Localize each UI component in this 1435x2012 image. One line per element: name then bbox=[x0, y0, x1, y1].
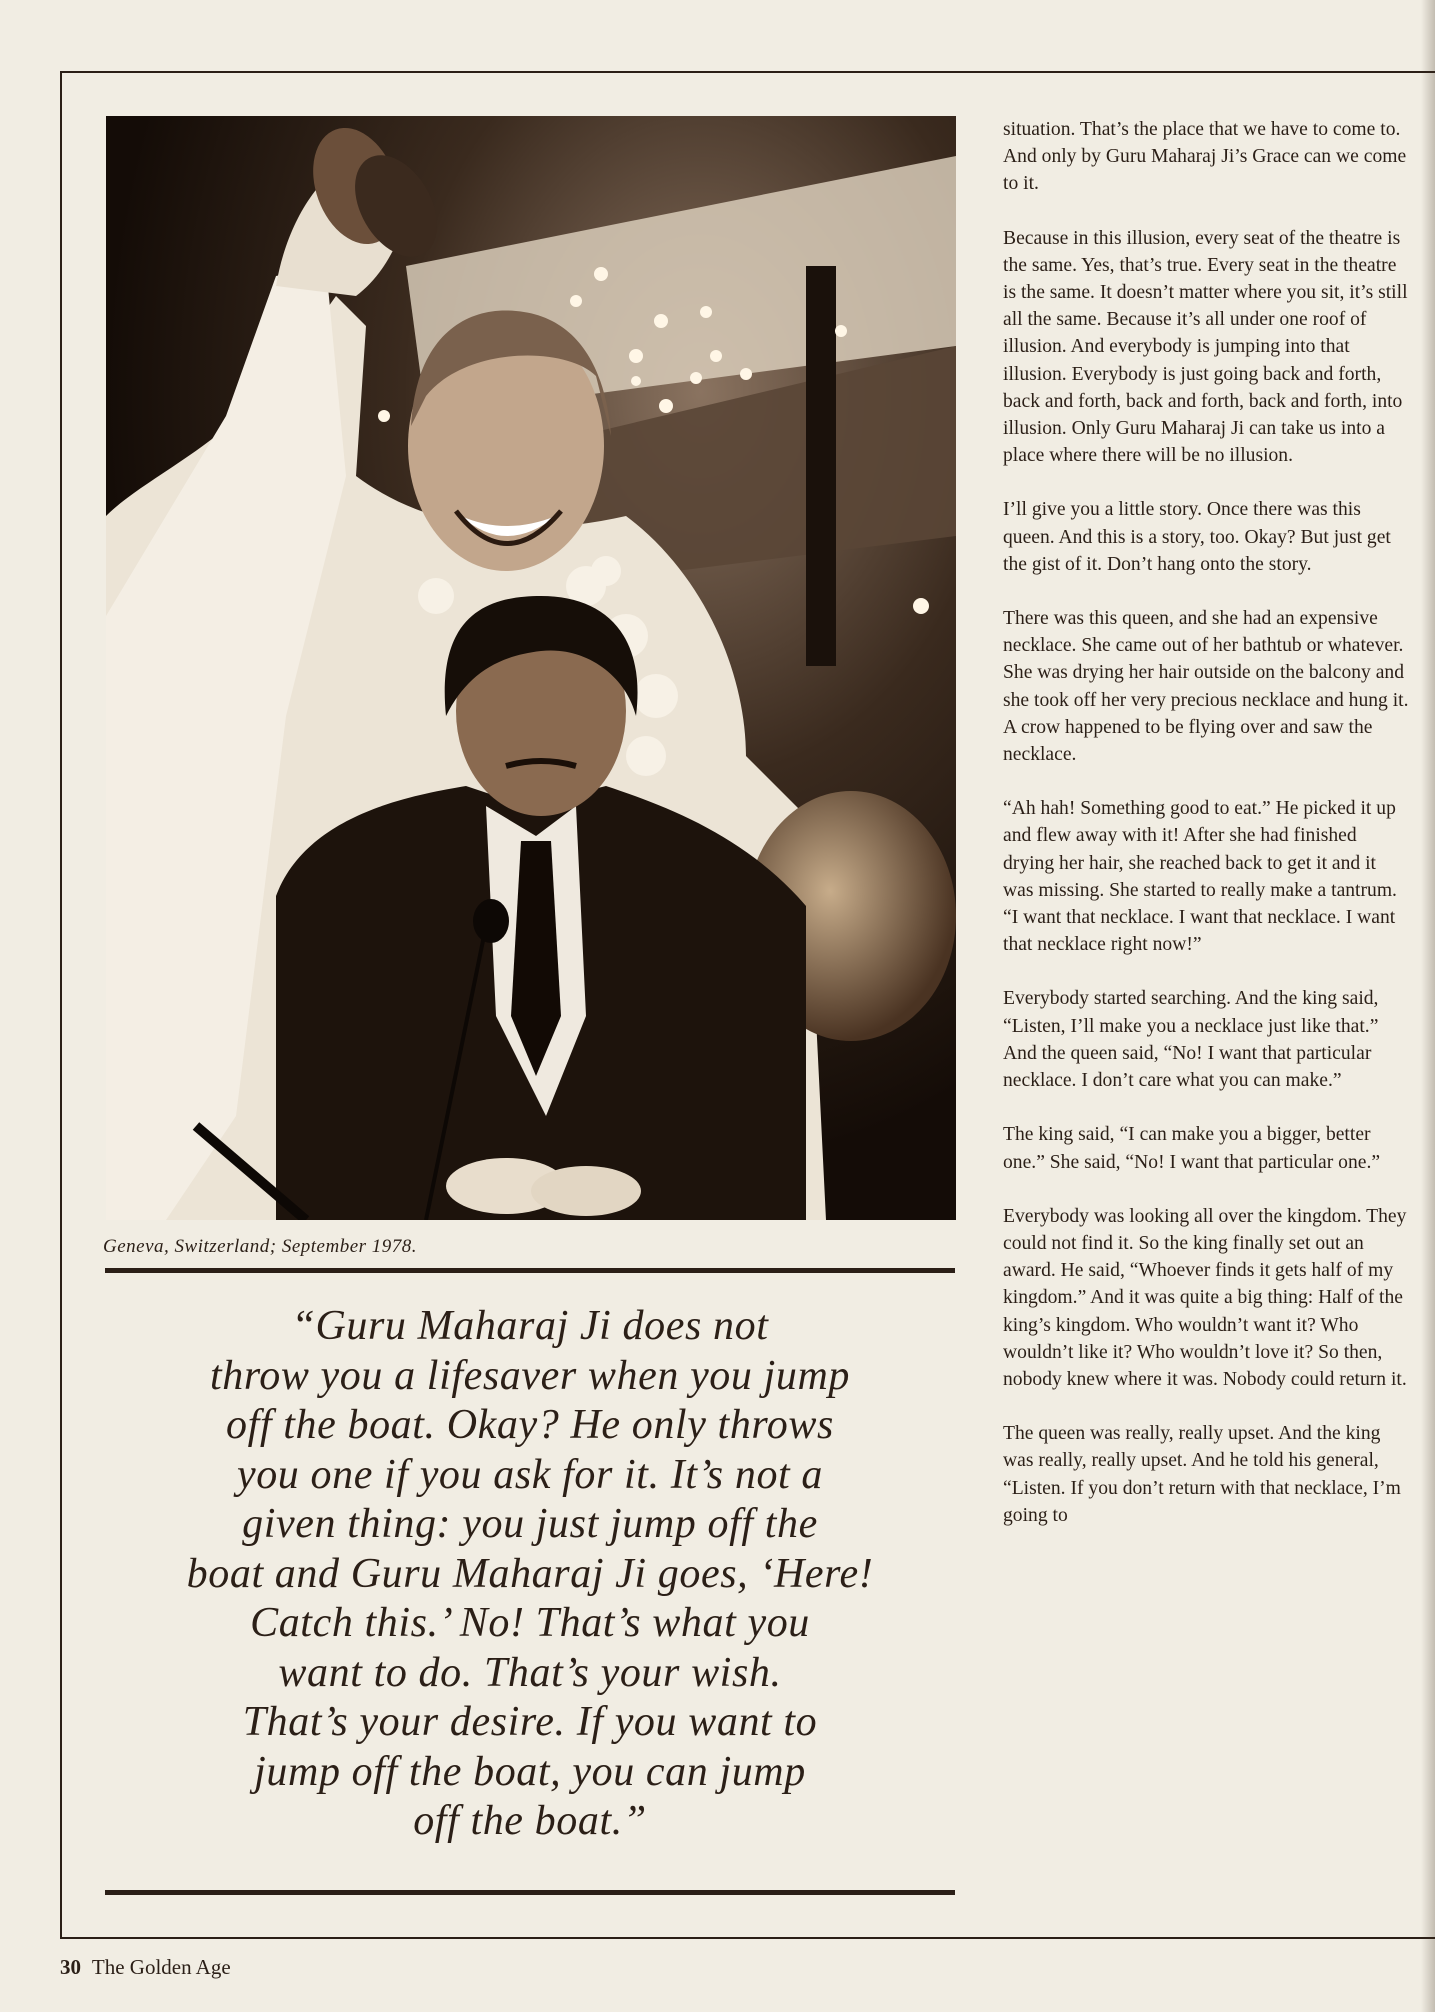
paragraph: I’ll give you a little story. Once there was this queen. And this is a story, too. Okay? But just get the gist of it. Don’t hang onto the story. bbox=[1003, 499, 1391, 575]
paragraph: The queen was really, really upset. And the king was really, really upset. And he told his general, “Listen. If you don’t return with that necklace, I’m going to bbox=[1003, 1423, 1401, 1526]
pull-quote-line: “Guru Maharaj Ji does not bbox=[291, 1303, 769, 1349]
text-column bbox=[1003, 116, 1411, 1556]
pull-quote bbox=[130, 1302, 930, 1847]
paragraph: Everybody was looking all over the kingdom. They could not find it. So the king finally set out an award. He said, “Whoever finds it gets half of my kingdom.” And it was quite a big thing: Half of the king’s kingdom. Who wouldn’t want it? Who wouldn’t like it? Who wouldn’t love it? So then, nobody knew where it was. Nobody could return it. bbox=[1003, 1205, 1407, 1390]
photo-caption: Geneva, Switzerland; September 1978. bbox=[103, 1236, 418, 1257]
pull-quote-line: off the boat.” bbox=[413, 1798, 647, 1844]
pull-quote-line: want to do. That’s your wish. bbox=[278, 1649, 782, 1696]
paragraph: “Ah hah! Something good to eat.” He picked it up and flew away with it! After she had finished drying her hair, she reached back to get it and it was missing. She started to really make a tantrum. “I want that necklace. I want that necklace. I want that necklace right now!” bbox=[1003, 798, 1397, 956]
pull-quote-line: you one if you ask for it. It’s not a bbox=[236, 1451, 824, 1498]
pull-quote-line: given thing: you just jump off the bbox=[242, 1501, 818, 1547]
divider-bottom bbox=[105, 1890, 955, 1895]
pull-quote-line: boat and Guru Maharaj Ji goes, ‘Here! bbox=[186, 1550, 874, 1597]
paragraph: Because in this illusion, every seat of the theatre is the same. Yes, that’s true. Every seat in the theatre is the same. It doesn’t matter where you sit, it’s still all the same. Because it’s all under one roof of illusion. And everybody is jumping into that illusion. Everybody is just going back and forth, back and forth, back and forth, back and forth, into illusion. Only Guru Maharaj Ji can take us into a place where there will be no illusion. bbox=[1003, 227, 1408, 467]
pull-quote-line: jump off the boat, you can jump bbox=[254, 1748, 806, 1795]
pull-quote-line: throw you a lifesaver when you jump bbox=[209, 1352, 851, 1399]
paragraph: situation. That’s the place that we have to come to. And only by Guru Maharaj Ji’s Grace can we come to it. bbox=[1003, 119, 1407, 195]
publication-title: The Golden Age bbox=[91, 1955, 231, 1979]
paragraph: Everybody started searching. And the king said, “Listen, I’ll make you a necklace just like that.” And the queen said, “No! I want that particular necklace. I don’t care what you can make.” bbox=[1003, 988, 1379, 1092]
photo bbox=[106, 116, 956, 1220]
paragraph: The king said, “I can make you a bigger, better one.” She said, “No! I want that particular one.” bbox=[1003, 1124, 1381, 1173]
divider-top bbox=[105, 1268, 955, 1273]
pull-quote-line: That’s your desire. If you want to bbox=[242, 1699, 818, 1745]
page-footer bbox=[60, 1955, 231, 1980]
pull-quote-line: off the boat. Okay? He only throws bbox=[226, 1402, 834, 1448]
photo-illustration bbox=[106, 116, 956, 1220]
paragraph: There was this queen, and she had an expensive necklace. She came out of her bathtub or whatever. She was drying her hair outside on the balcony and she took off her very precious necklace and hung it. A crow happened to be flying over and saw the necklace. bbox=[1003, 608, 1409, 766]
page-number: 30 bbox=[60, 1955, 81, 1979]
page-edge-shadow bbox=[1421, 0, 1435, 2012]
pull-quote-line: Catch this.’ No! That’s what you bbox=[250, 1600, 810, 1646]
